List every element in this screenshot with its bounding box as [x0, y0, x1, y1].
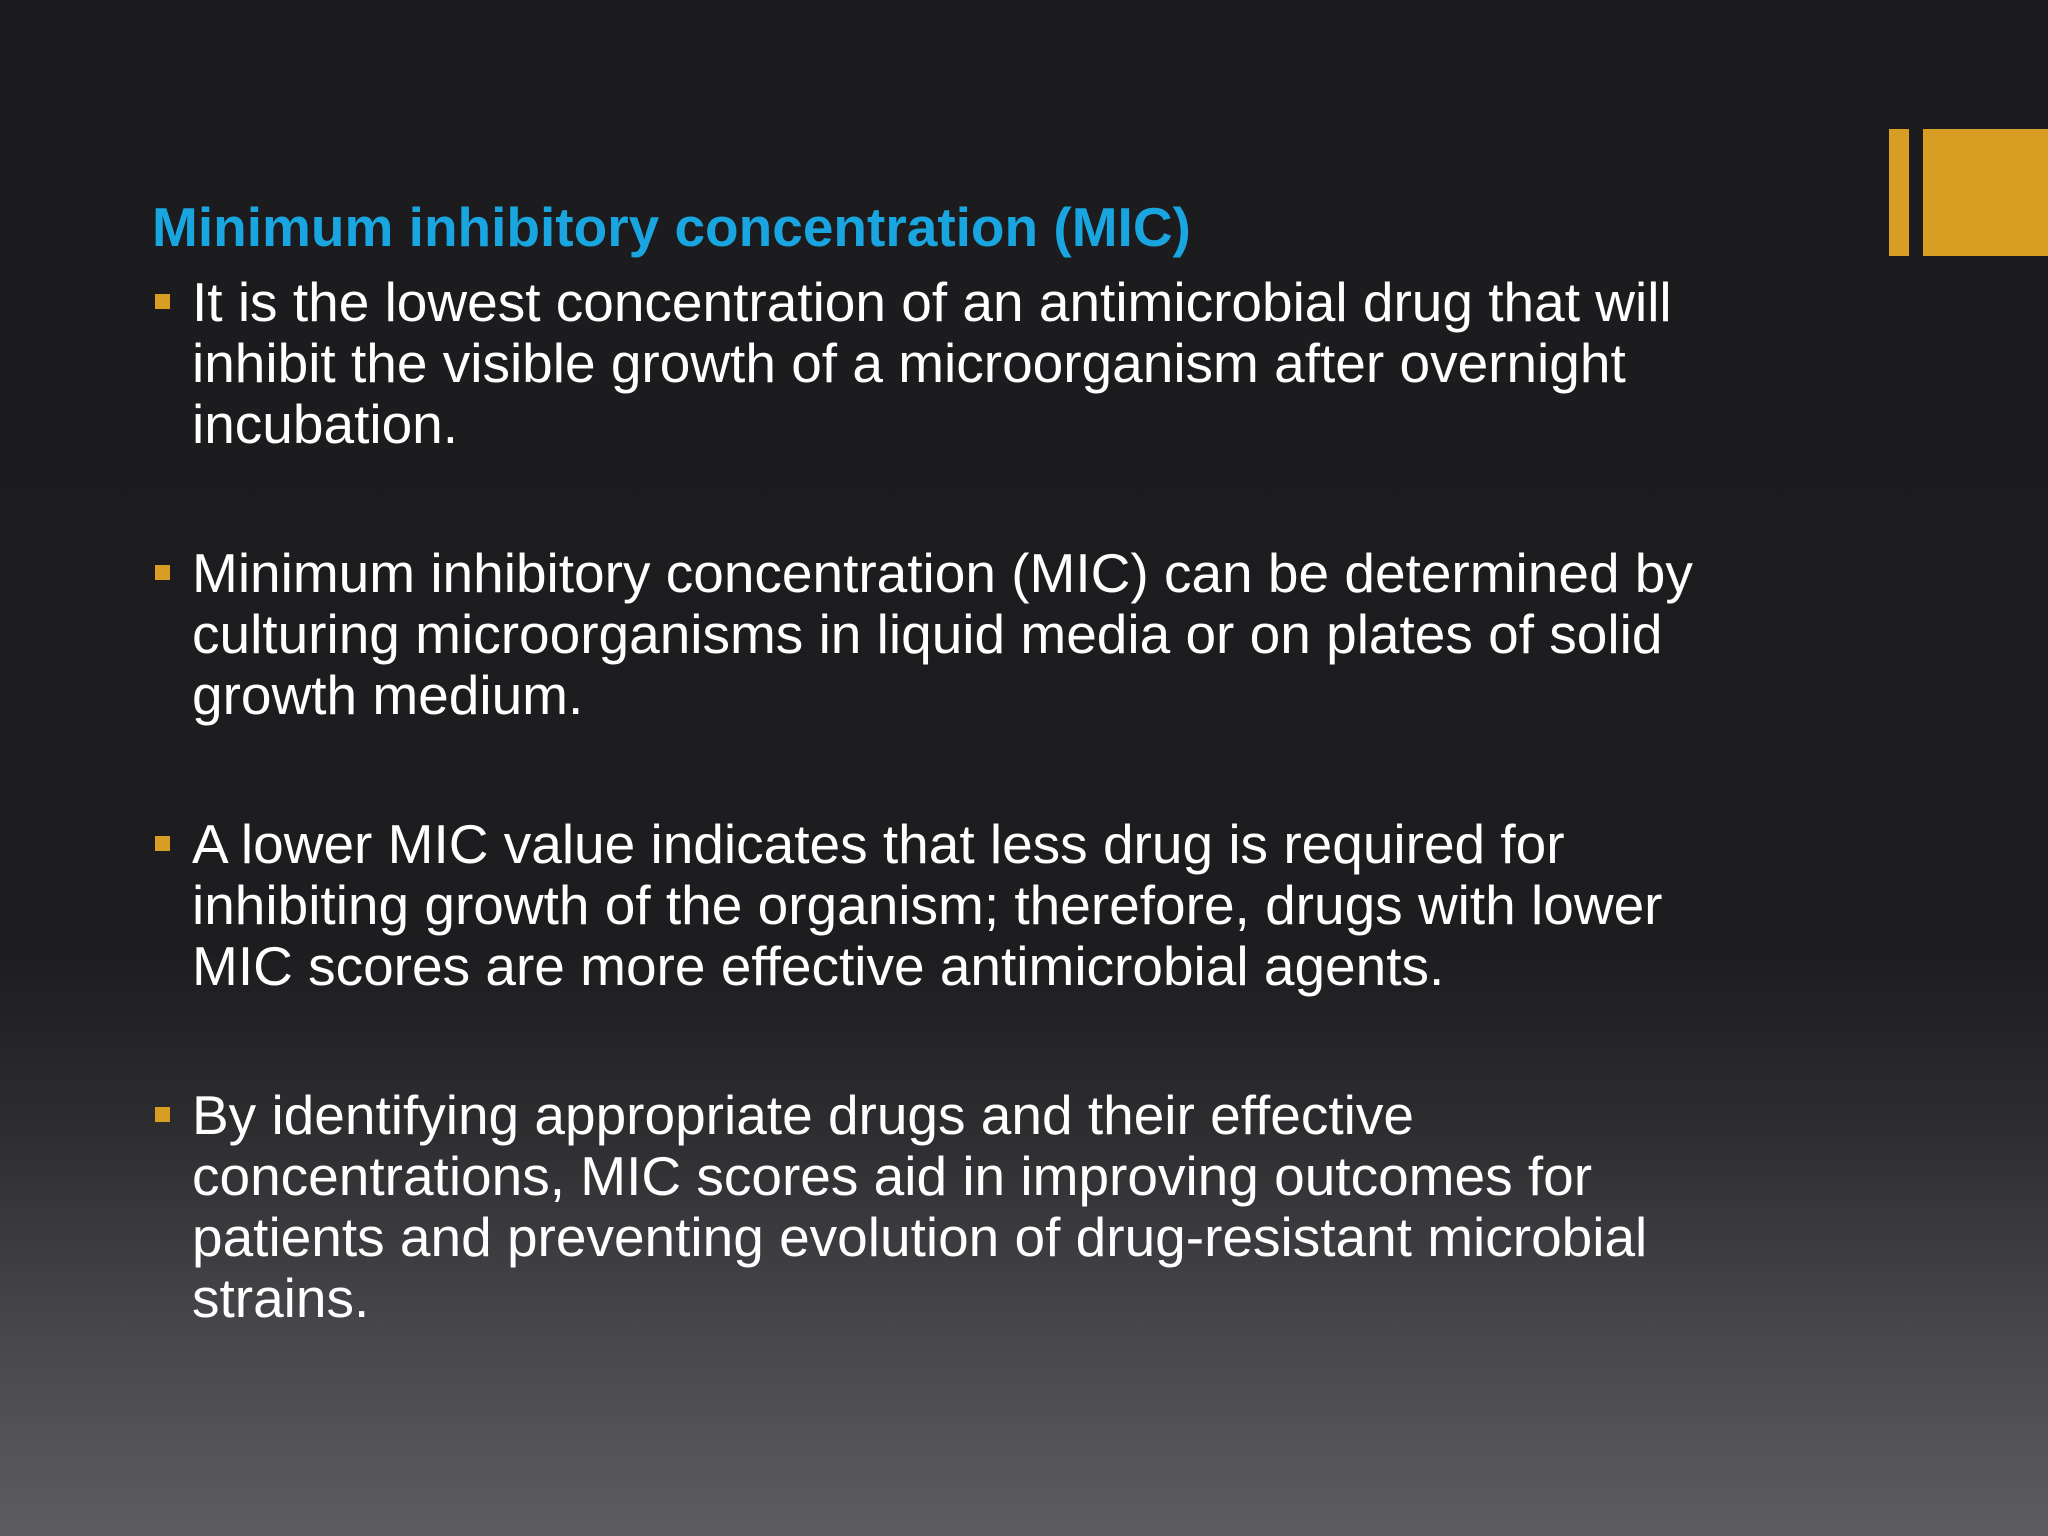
bullet-list — [152, 272, 1772, 1417]
bullet-item — [152, 272, 1772, 455]
bullet-text: It is the lowest concentration of an antimicrobial drug that will inhibit the visible growth of a microorganism after overnight incubation. — [192, 271, 1672, 455]
bullet-text: A lower MIC value indicates that less drug is required for inhibiting growth of the organism; therefore, drugs with lower MIC scores are more effective antimicrobial agents. — [192, 813, 1663, 997]
slide-title: Minimum inhibitory concentration (MIC) — [152, 196, 1191, 258]
bullet-text: Minimum inhibitory concentration (MIC) can be determined by culturing microorganisms in liquid media or on plates of solid growth medium. — [192, 542, 1693, 726]
square-bullet-icon — [155, 565, 170, 580]
bullet-item — [152, 1085, 1772, 1329]
bullet-item — [152, 814, 1772, 997]
bullet-item — [152, 543, 1772, 726]
bullet-text: By identifying appropriate drugs and their effective concentrations, MIC scores aid in improving outcomes for patients and preventing evolution of drug-resistant microbial strains. — [192, 1084, 1648, 1329]
accent-bar-thick — [1923, 129, 2048, 256]
square-bullet-icon — [155, 836, 170, 851]
square-bullet-icon — [155, 1107, 170, 1122]
square-bullet-icon — [155, 294, 170, 309]
accent-bar-thin — [1889, 129, 1909, 256]
